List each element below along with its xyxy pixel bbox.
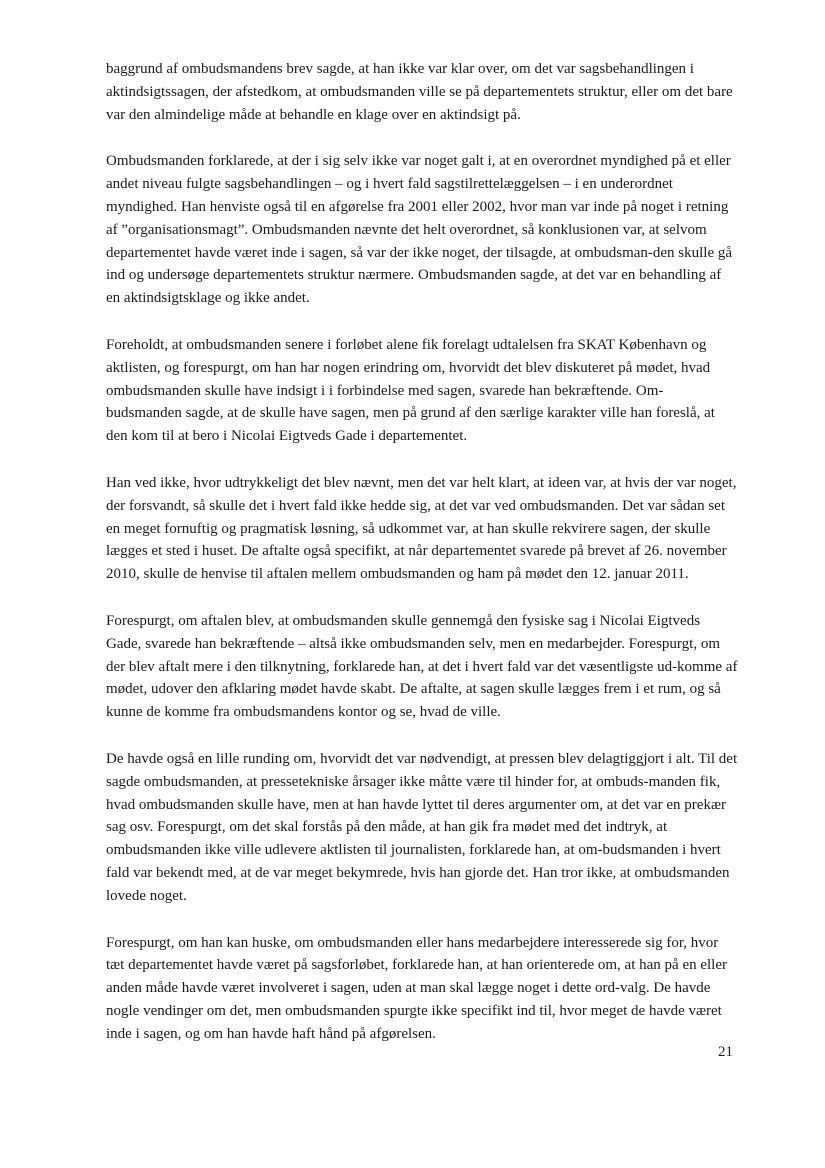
paragraph-3: Foreholdt, at ombudsmanden senere i forløbet alene fik forelagt udtalelsen fra SKAT København og aktlisten, og forespurgt, om han har nogen erindring om, hvorvidt det blev diskuteret på mødet, hvad ombudsmanden skulle have indsigt i i forbindelse med sagen, svarede han bekræftende. Om-budsmanden sagde, at de skulle have sagen, men på grund af den særlige karakter ville han foreslå, at den kom til at bero i Nicolai Eigtveds Gade i departementet. xyxy=(106,336,715,445)
paragraph-6: De havde også en lille runding om, hvorvidt det var nødvendigt, at pressen blev delagtiggjort i alt. Til det sagde ombudsmanden, at pressetekniske årsager ikke måtte være til hinder for, at ombuds-manden fik, hvad ombudsmanden skulle have, men at han havde lyttet til deres argumenter om, at det var en prekær sag osv. Forespurgt, om det skal forstås på den måde, at han gik fra mødet med det indtryk, at ombudsmanden ikke ville udlevere aktlisten til journalisten, forklarede han, at om-budsmanden i hvert fald var bekendt med, at de var meget bekymrede, hvis han gjorde det. Han tror ikke, at ombudsmanden lovede noget. xyxy=(106,750,738,904)
paragraph-1: baggrund af ombudsmandens brev sagde, at han ikke var klar over, om det var sagsbehandlingen i aktindsigtssagen, der afstedkom, at ombudsmanden ville se på departementets struktur, eller om det bare var den almindelige måde at behandle en klage over en aktindsigt på. xyxy=(106,61,733,123)
page-number: 21 xyxy=(718,1044,733,1060)
paragraph-5: Forespurgt, om aftalen blev, at ombudsmanden skulle gennemgå den fysiske sag i Nicolai Eigtveds Gade, svarede han bekræftende – altså ikke ombudsmanden selv, men en medarbejder. Forespurgt, om der blev aftalt mere i den tilknytning, forklarede han, at det i hvert fald var det væsentligste ud-komme af mødet, udover den afklaring mødet havde skabt. De aftalte, at sagen skulle lægges frem i et rum, og så kunne de komme fra ombudsmandens kontor og se, hvad de ville. xyxy=(106,612,738,721)
body-text xyxy=(106,58,739,1069)
paragraph-7: Forespurgt, om han kan huske, om ombudsmanden eller hans medarbejdere interesserede sig for, hvor tæt departementet havde været på sagsforløbet, forklarede han, at han orienterede om, at han på en eller anden måde havde været involveret i sagen, uden at man skal lægge noget i dette ord-valg. De havde nogle vendinger om det, men ombudsmanden spurgte ikke specifikt ind til, hvor meget de havde været inde i sagen, og om han havde haft hånd på afgørelsen. xyxy=(106,934,727,1042)
paragraph-2: Ombudsmanden forklarede, at der i sig selv ikke var noget galt i, at en overordnet myndighed på et eller andet niveau fulgte sagsbehandlingen – og i hvert fald sagstilrettelæggelsen – i en underordnet myndighed. Han henviste også til en afgørelse fra 2001 eller 2002, hvor man var inde på noget i retning af ”organisationsmagt”. Ombudsmanden nævnte det helt overordnet, så konklusionen var, at selvom departementet havde været inde i sagen, så var der ikke noget, der tilsagde, at ombudsman-den skulle gå ind og undersøge departementets struktur nærmere. Ombudsmanden sagde, at det var en behandling af en aktindsigtsklage og ikke andet. xyxy=(106,153,733,307)
paragraph-4: Han ved ikke, hvor udtrykkeligt det blev nævnt, men det var helt klart, at ideen var, at hvis der var noget, der forsvandt, så skulle det i hvert fald ikke hedde sig, at det var ved ombudsmanden. Det var sådan set en meget fornuftig og pragmatisk løsning, så udkommet var, at han skulle rekvirere sagen, der skulle lægges et sted i huset. De aftalte også specifikt, at når departementet svarede på brevet af 26. november 2010, skulle de henvise til aftalen mellem ombudsmanden og ham på mødet den 12. januar 2011. xyxy=(106,474,737,583)
